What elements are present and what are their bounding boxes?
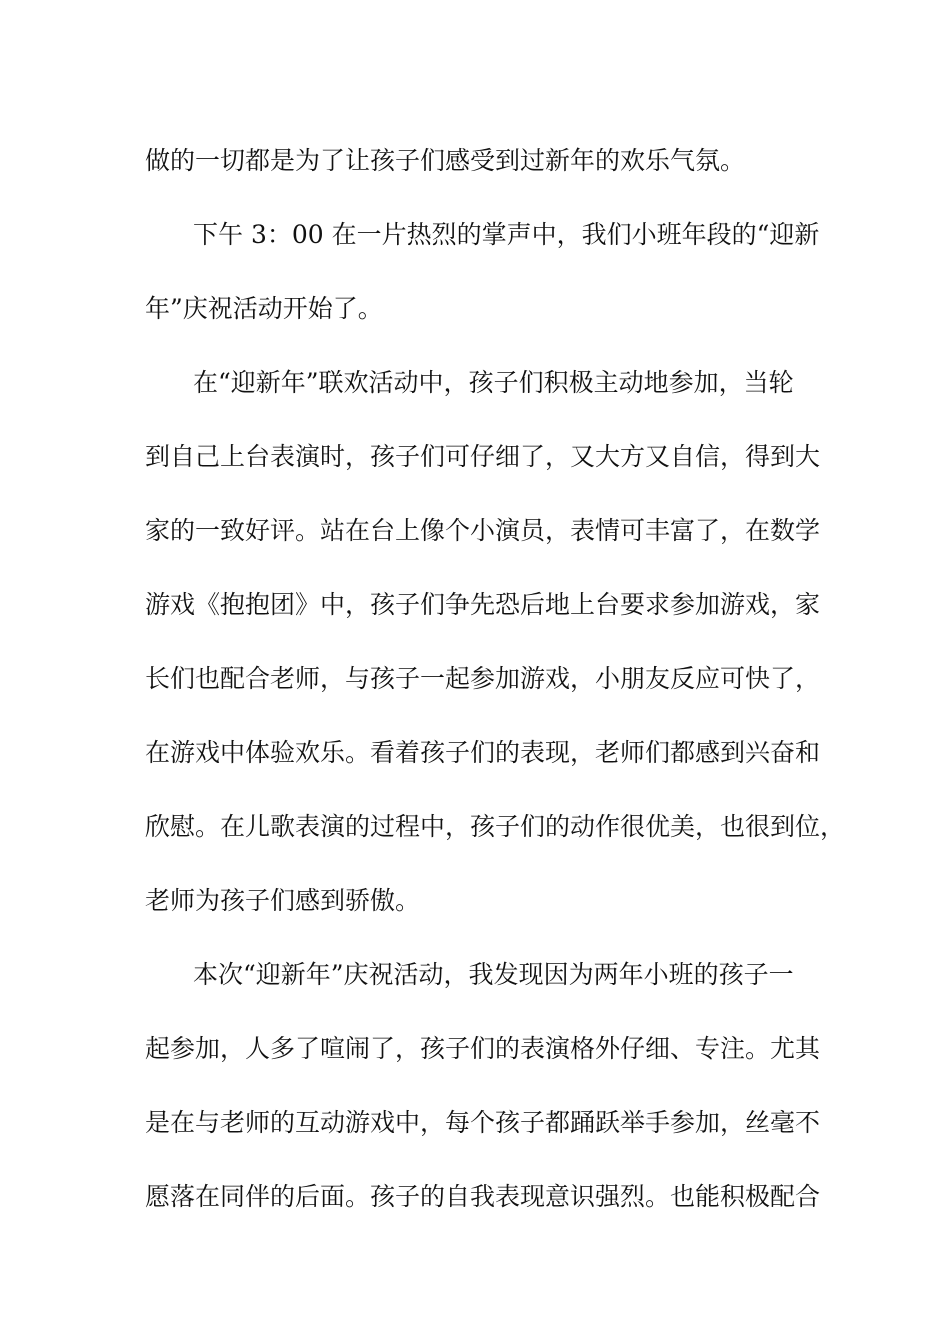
paragraph-first-line: 本次“迎新年”庆祝活动，我发现因为两年小班的孩子一	[193, 960, 794, 989]
text-line: 欣慰。在儿歌表演的过程中，孩子们的动作很优美，也很到位，	[145, 812, 846, 841]
text-line: 愿落在同伴的后面。孩子的自我表现意识强烈。也能积极配合	[145, 1182, 821, 1211]
text-line: 在游戏中体验欢乐。看着孩子们的表现，老师们都感到兴奋和	[145, 738, 821, 767]
paragraph-first-line: 下午 3：00 在一片热烈的掌声中，我们小班年段的“迎新	[193, 220, 820, 249]
text-line: 年”庆祝活动开始了。	[145, 294, 383, 323]
text-line: 家的一致好评。站在台上像个小演员，表情可丰富了，在数学	[145, 516, 821, 545]
text-line: 游戏《抱抱团》中，孩子们争先恐后地上台要求参加游戏，家	[145, 590, 821, 619]
text-line: 长们也配合老师，与孩子一起参加游戏，小朋友反应可快了，	[145, 664, 821, 693]
text-line: 是在与老师的互动游戏中，每个孩子都踊跃举手参加，丝毫不	[145, 1108, 821, 1137]
body-text	[145, 124, 846, 1234]
text-line: 做的一切都是为了让孩子们感受到过新年的欢乐气氛。	[145, 146, 746, 175]
paragraph-first-line: 在“迎新年”联欢活动中，孩子们积极主动地参加，当轮	[193, 368, 794, 397]
text-line: 到自己上台表演时，孩子们可仔细了，又大方又自信，得到大	[145, 442, 821, 471]
text-line: 老师为孩子们感到骄傲。	[145, 886, 421, 915]
text-line: 起参加，人多了喧闹了，孩子们的表演格外仔细、专注。尤其	[145, 1034, 821, 1063]
